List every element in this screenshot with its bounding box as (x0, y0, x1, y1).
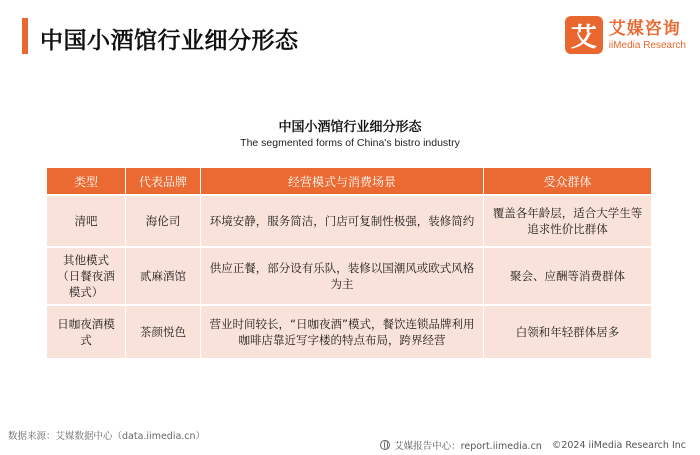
page-title: 中国小酒馆行业细分形态 (40, 28, 299, 54)
column-header-type: 类型 (47, 168, 125, 194)
cell-model: 供应正餐，部分设有乐队，装修以国潮风或欧式风格为主 (201, 248, 483, 304)
table-row (47, 196, 651, 246)
cell-model: 营业时间较长，“日咖夜酒”模式，餐饮连锁品牌利用咖啡店靠近写字楼的特点布局，跨界经营 (201, 306, 483, 358)
title-accent-bar (22, 18, 28, 54)
table-row (47, 248, 651, 304)
cell-type: 日咖夜酒模式 (47, 306, 125, 358)
header (0, 0, 700, 78)
table-title: 中国小酒馆行业细分形态 (278, 120, 422, 135)
cell-brand: 茶颜悦色 (126, 306, 200, 358)
logo-name-cn: 艾媒咨询 (608, 18, 681, 39)
logo-mark-icon: 艾 (565, 16, 603, 54)
cell-type: 其他模式（日餐夜酒模式） (47, 248, 125, 304)
data-source: 数据来源：艾媒数据中心（data.iimedia.cn） (8, 431, 206, 442)
cell-brand: 海伦司 (126, 196, 200, 246)
column-header-brand: 代表品牌 (126, 168, 200, 194)
cell-audience: 白领和年轻群体居多 (484, 306, 651, 358)
table-subtitle: The segmented forms of China's bistro industry (240, 137, 460, 149)
logo-text (609, 19, 686, 52)
globe-icon (380, 440, 390, 450)
cell-audience: 覆盖各年龄层，适合大学生等追求性价比群体 (484, 196, 651, 246)
column-header-model: 经营模式与消费场景 (201, 168, 483, 194)
cell-audience: 聚会、应酬等消费群体 (484, 248, 651, 304)
cell-brand: 贰麻酒馆 (126, 248, 200, 304)
table-header-row (47, 168, 651, 194)
cell-model: 环境安静，服务简洁，门店可复制性极强，装修简约 (201, 196, 483, 246)
footer-info (380, 438, 686, 452)
copyright: ©2024 iiMedia Research Inc (551, 439, 686, 451)
logo-name-en: iiMedia Research (608, 39, 686, 51)
cell-type: 清吧 (47, 196, 125, 246)
report-center-link[interactable]: 艾媒报告中心：report.iimedia.cn (394, 441, 542, 452)
column-header-audience: 受众群体 (484, 168, 651, 194)
table-row (47, 306, 651, 358)
brand-logo (565, 16, 686, 54)
segment-table (46, 166, 652, 360)
